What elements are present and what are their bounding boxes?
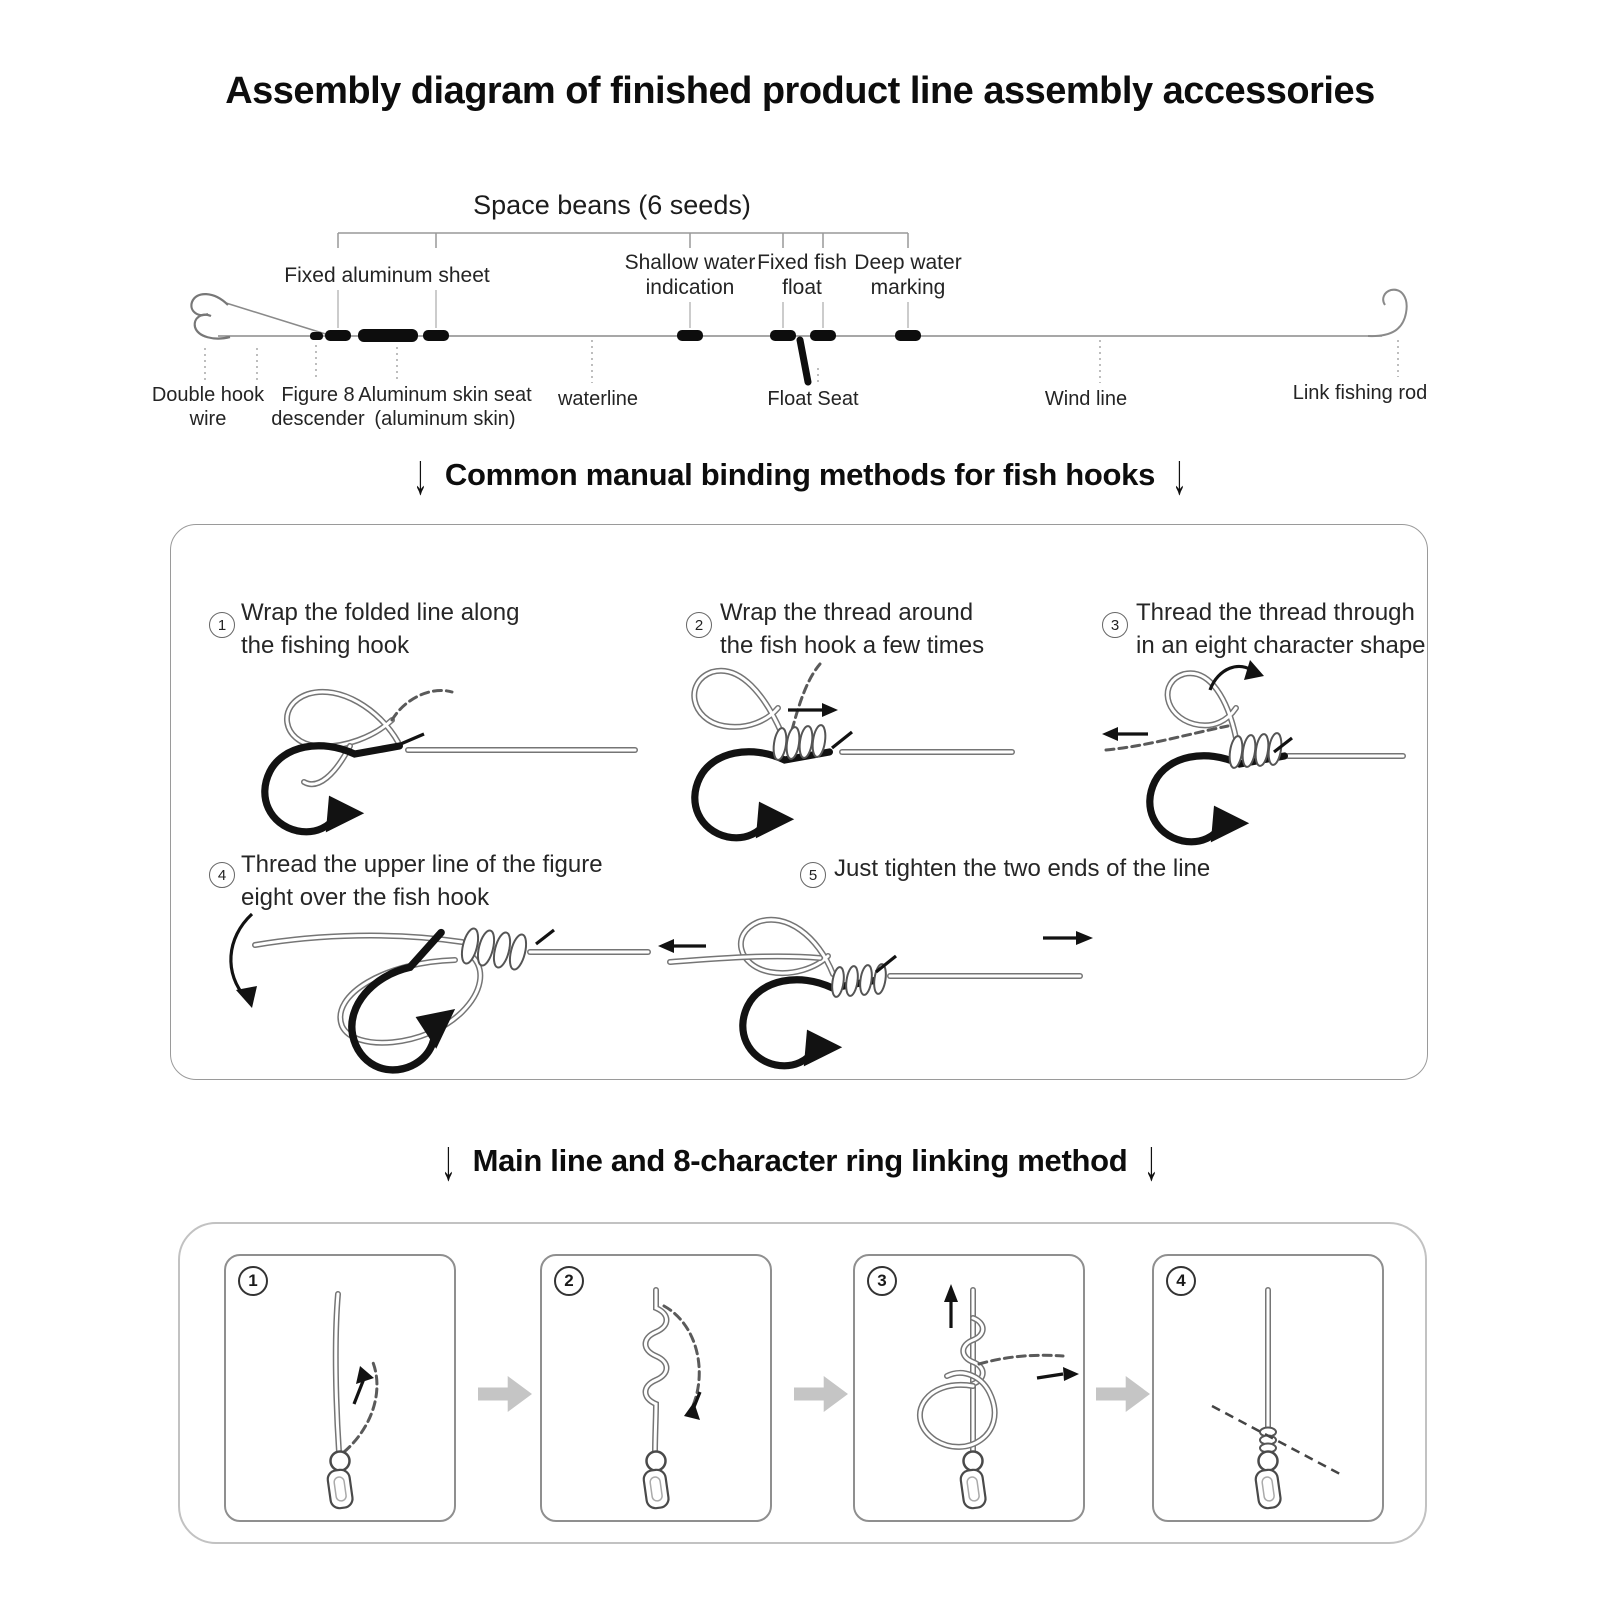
curved-arrow-icon xyxy=(231,914,257,1008)
label-figure8-descender: Figure 8 descender xyxy=(271,384,365,430)
step-text: Just tighten the two ends of the line xyxy=(834,855,1211,882)
step-number-badge: 1 xyxy=(209,612,235,638)
step-text: Thread the upper line of the figure eight over the fish hook xyxy=(241,851,603,911)
knot-step2-illustration xyxy=(660,650,1020,855)
linking-panel-3 xyxy=(853,1254,1085,1522)
panel-number-badge: 2 xyxy=(554,1266,584,1296)
binding-heading: Common manual binding methods for fish hooks xyxy=(444,457,1156,492)
swivel-step4-illustration xyxy=(1154,1256,1386,1524)
swivel-step3-illustration xyxy=(855,1256,1087,1524)
coiled-rope xyxy=(646,1290,667,1452)
swivel-ring xyxy=(647,1452,666,1471)
wrap-coils xyxy=(459,927,529,971)
binding-section-header xyxy=(0,442,1600,508)
label-fixed-fish-float: Fixed fish float xyxy=(757,251,847,299)
down-arrow-icon: ↓ xyxy=(440,1128,456,1194)
step-text: Wrap the thread around the fish hook a few times xyxy=(720,599,985,659)
left-arrow-icon xyxy=(658,939,706,953)
rod-link-loop xyxy=(1368,290,1407,336)
up-arrow-icon xyxy=(354,1366,374,1404)
swivel-step1-illustration xyxy=(226,1256,458,1524)
down-arrow-icon xyxy=(684,1392,700,1420)
main-rope xyxy=(336,1294,339,1452)
left-arrow-icon xyxy=(1102,727,1148,741)
label-deep-water-marking: Deep water marking xyxy=(854,251,962,299)
label-link-fishing-rod: Link fishing rod xyxy=(1292,382,1428,404)
knot-step3-illustration xyxy=(1078,650,1410,855)
swivel-ring xyxy=(964,1452,983,1471)
up-arrow-icon xyxy=(944,1284,958,1328)
label-float-seat: Float Seat xyxy=(767,388,859,410)
knot-step4-illustration xyxy=(200,900,652,1075)
step-number-badge: 4 xyxy=(209,862,235,888)
step-number-badge: 2 xyxy=(686,612,712,638)
swivel-barrel xyxy=(327,1469,354,1510)
label-shallow-water-indication: Shallow water indication xyxy=(624,251,756,299)
double-hook-upper xyxy=(191,294,228,315)
right-arrow-icon xyxy=(1037,1367,1079,1381)
swivel-barrel xyxy=(643,1469,670,1510)
panel-number-badge: 3 xyxy=(867,1266,897,1296)
double-hook-lower xyxy=(195,315,230,339)
panel-number-badge: 1 xyxy=(238,1266,268,1296)
linking-panel-2 xyxy=(540,1254,772,1522)
step-text: Thread the thread through in an eight character shape xyxy=(1136,599,1426,659)
space-beans-bracket xyxy=(338,233,908,248)
label-space-beans: Space beans (6 seeds) xyxy=(473,190,751,220)
swivel-step2-illustration xyxy=(542,1256,774,1524)
right-arrow-icon xyxy=(1043,931,1093,945)
rope-loop xyxy=(920,1373,995,1447)
knot-coils xyxy=(1260,1428,1276,1453)
step-text: Wrap the folded line along the fishing hook xyxy=(241,599,520,659)
tag-end xyxy=(832,732,852,748)
swivel-ring xyxy=(331,1452,350,1471)
down-arrow-icon: ↓ xyxy=(413,442,428,508)
label-aluminum-skin-seat: Aluminum skin seat (aluminum skin) xyxy=(358,384,532,430)
rope-loop xyxy=(287,692,398,784)
linking-heading: Main line and 8-character ring linking method xyxy=(472,1143,1128,1178)
step-number-badge: 5 xyxy=(800,862,826,888)
rope-loop xyxy=(1168,673,1236,738)
label-waterline: waterline xyxy=(557,388,639,410)
linking-panel-4 xyxy=(1152,1254,1384,1522)
fish-hook-icon xyxy=(743,980,878,1067)
down-arrow-icon: ↓ xyxy=(1172,442,1187,508)
rope-free-end xyxy=(792,664,820,730)
figure8-descender-bead xyxy=(310,332,323,340)
float-seat-pin xyxy=(800,340,808,382)
tag-end xyxy=(536,930,554,944)
linking-panel-1 xyxy=(224,1254,456,1522)
rope-free-end xyxy=(979,1355,1063,1364)
label-double-hook-wire: Double hook wire xyxy=(151,384,265,430)
knot-step5-illustration xyxy=(648,898,1210,1075)
swivel-barrel xyxy=(1255,1469,1282,1510)
label-wind-line: Wind line xyxy=(1044,388,1128,410)
step-number-badge: 3 xyxy=(1102,612,1128,638)
fish-hook-icon xyxy=(695,752,830,839)
rotate-arrow-icon xyxy=(1210,660,1264,690)
aluminum-sleeve xyxy=(358,329,418,342)
panel-number-badge: 4 xyxy=(1166,1266,1196,1296)
fish-hook-icon xyxy=(1150,756,1285,843)
rope-loop xyxy=(694,671,782,734)
rope-free-end xyxy=(392,690,452,720)
swivel-ring xyxy=(1259,1452,1278,1471)
page-title: Assembly diagram of finished product line assembly accessories xyxy=(225,70,1375,112)
down-arrow-icon: ↓ xyxy=(1144,1128,1160,1194)
linking-section-header xyxy=(0,1128,1600,1194)
rope-free-end xyxy=(1106,726,1228,750)
label-fixed-aluminum-sheet: Fixed aluminum sheet xyxy=(284,264,490,287)
fish-hook-icon xyxy=(265,746,400,833)
swivel-barrel xyxy=(960,1469,987,1510)
knot-step1-illustration xyxy=(200,650,640,845)
